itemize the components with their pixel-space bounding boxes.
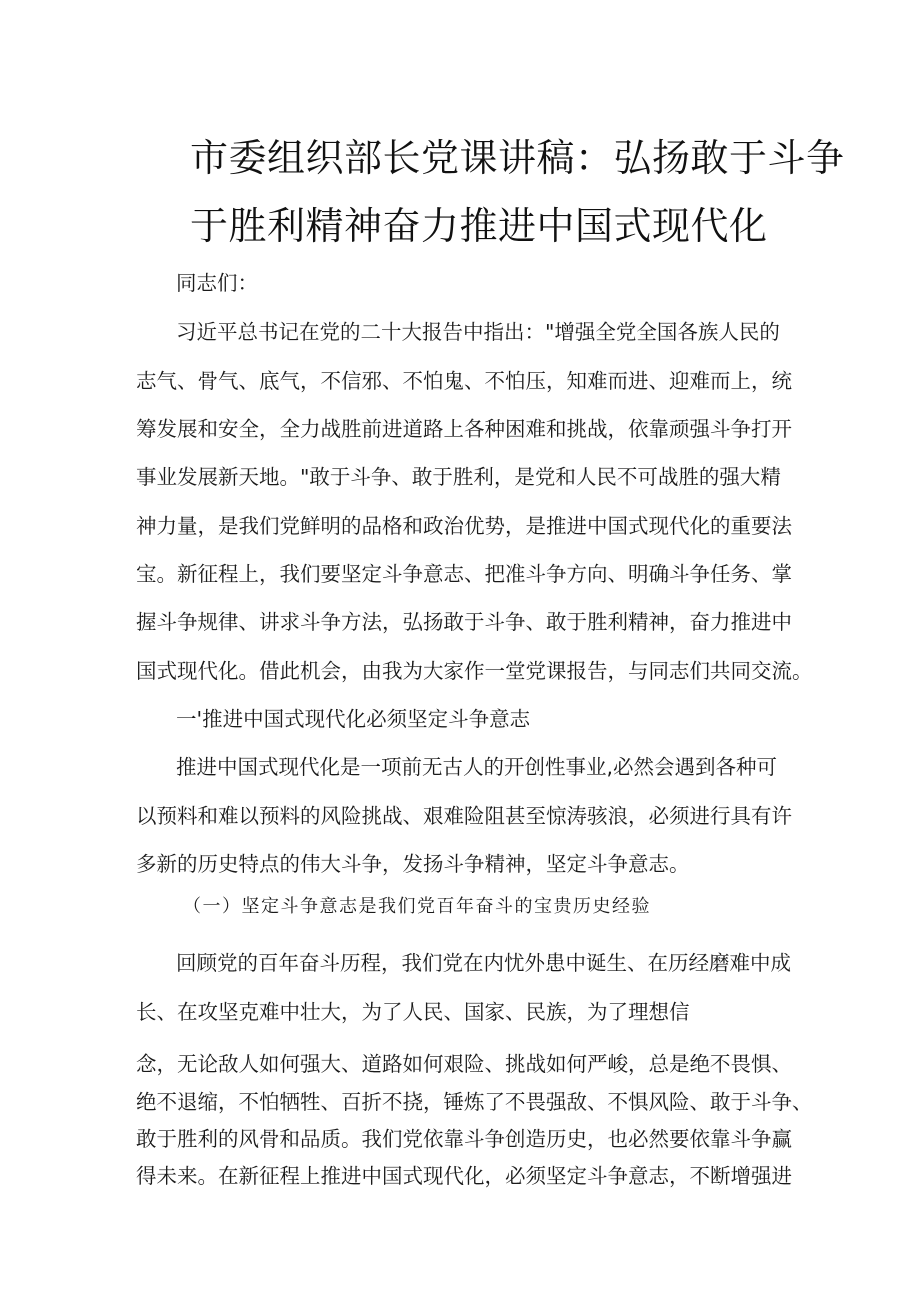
paragraph-1-line: 握斗争规律、讲求斗争方法，弘扬敢于斗争、敢于胜利精神，奋力推进中 [136,610,792,634]
paragraph-1-line: 国式现代化。借此机会，由我为大家作一堂党课报告，与同志们共同交流。 [136,659,813,683]
paragraph-1-line: 习近平总书记在党的二十大报告中指出："增强全党全国各族人民的 [176,320,780,344]
paragraph-1-line: 志气、骨气、底气，不信邪、不怕鬼、不怕压，知难而进、迎难而上，统 [136,369,792,393]
paragraph-2-line: 以预料和难以预料的风险挑战、艰难险阻甚至惊涛骇浪，必须进行具有许 [136,804,792,828]
paragraph-3-line: 得未来。在新征程上推进中国式现代化，必须坚定斗争意志，不断增强进 [136,1164,792,1188]
paragraph-3-line: 长、在攻坚克难中壮大，为了人民、国家、民族，为了理想信 [136,1000,690,1024]
section-1-heading: 一'推进中国式现代化必须坚定斗争意志 [176,707,531,731]
paragraph-1-line: 事业发展新天地。"敢于斗争、敢于胜利，是党和人民不可战胜的强大精 [136,465,781,489]
paragraph-2-line: 推进中国式现代化是一项前无古人的开创性事业,必然会遇到各种可 [176,755,778,779]
paragraph-1-line: 筹发展和安全，全力战胜前进道路上各种困难和挑战，依靠顽强斗争打开 [136,417,792,441]
subsection-1-heading: （一）坚定斗争意志是我们党百年奋斗的宝贵历史经验 [183,896,651,917]
document-title-line-1: 市委组织部长党课讲稿：弘扬敢于斗争 [190,136,845,180]
salutation: 同志们： [176,271,258,295]
paragraph-3-line: 念，无论敌人如何强大、道路如何艰险、挑战如何严峻，总是绝不畏惧、 [136,1052,792,1076]
paragraph-3-line: 回顾党的百年奋斗历程，我们党在内忧外患中诞生、在历经磨难中成 [176,951,791,975]
document-title-line-2: 于胜利精神奋力推进中国式现代化 [190,204,768,248]
paragraph-2-line: 多新的历史特点的伟大斗争，发扬斗争精神，坚定斗争意志。 [136,852,690,876]
paragraph-1-line: 宝。新征程上，我们要坚定斗争意志、把准斗争方向、明确斗争任务、掌 [136,562,792,586]
paragraph-1-line: 神力量，是我们党鲜明的品格和政治优势，是推进中国式现代化的重要法 [136,514,792,538]
paragraph-3-line: 敢于胜利的风骨和品质。我们党依靠斗争创造历史，也必然要依靠斗争赢 [136,1127,792,1151]
paragraph-3-line: 绝不退缩，不怕牺牲、百折不挠，锤炼了不畏强敌、不惧风险、敢于斗争、 [136,1090,813,1114]
